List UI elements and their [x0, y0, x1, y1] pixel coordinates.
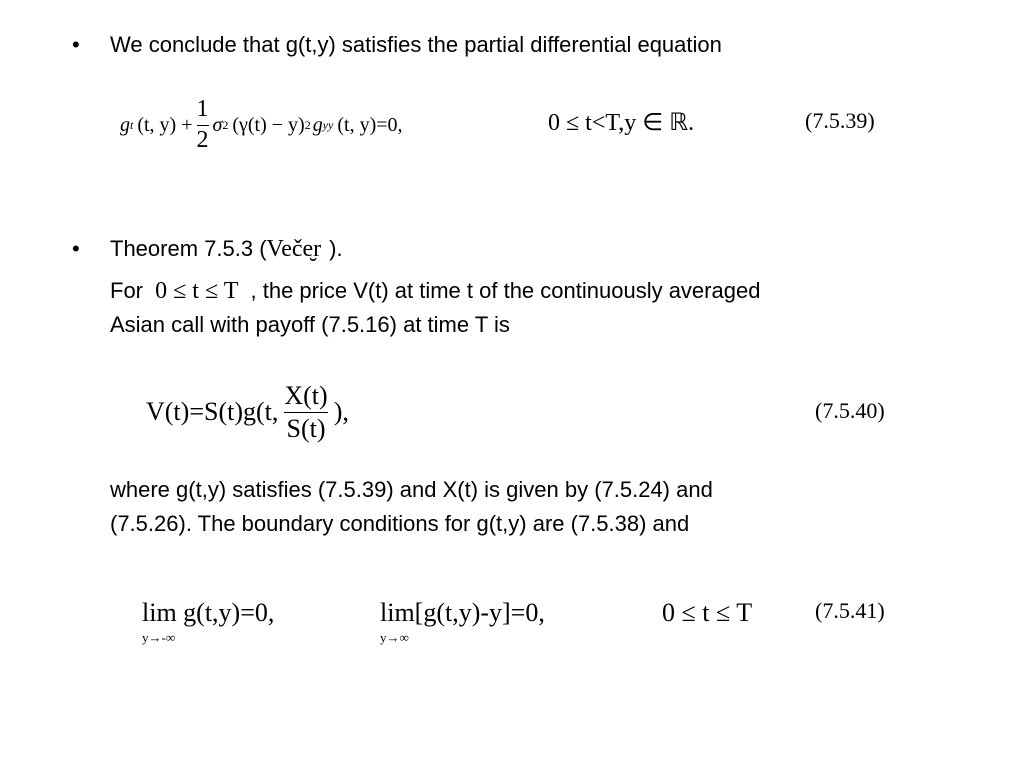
lim1-word: lim [142, 598, 177, 627]
para-for-condition: 0 ≤ t ≤ T [155, 278, 239, 304]
para-where-line-2: (7.5.26). The boundary conditions for g(t,y) are (7.5.38) and [110, 511, 690, 536]
bullet-1-text: We conclude that g(t,y) satisfies the partial differential equation [110, 32, 722, 57]
eq740-number: (7.5.40) [815, 398, 885, 423]
eq740-frac-num: X(t) [284, 381, 328, 411]
eq739-sigma: σ [212, 113, 223, 136]
theorem-label [110, 236, 343, 263]
eq739-frac-num: 1 [196, 96, 209, 123]
theorem-author: Veče̮r [266, 236, 322, 262]
theorem-prefix: Theorem 7.5.3 ( [110, 236, 267, 261]
eq740-left: V(t)=S(t)g(t, [146, 397, 279, 426]
equation-7-5-39 [120, 90, 403, 160]
eq739-yy-subscript: yy [322, 117, 334, 132]
eq739-args1: (t, y) + [137, 113, 193, 136]
eq739-sq: 2 [222, 117, 229, 132]
lim1-expression: g(t,y)=0, [176, 598, 275, 627]
bullet-2-marker: • [72, 236, 80, 261]
eq739-domain: 0 ≤ t<T,y ∈ ℝ. [548, 110, 695, 136]
lim2-expression: [g(t,y)-y]=0, [414, 598, 545, 627]
para-for-rest: , the price V(t) at time t of the continuously averaged [250, 278, 761, 303]
eq739-t-subscript: t [130, 117, 134, 132]
eq740-frac-den: S(t) [286, 413, 326, 443]
lim2-subscript: y→∞ [380, 630, 409, 645]
equation-7-5-41-limit-1 [142, 598, 275, 645]
eq739-mid: (γ(t) − y) [232, 113, 305, 136]
lim1-operator [142, 598, 177, 645]
lim2-operator [380, 598, 415, 645]
para-for-line-2: Asian call with payoff (7.5.16) at time T is [110, 312, 510, 337]
eq739-g: g [120, 113, 130, 136]
para-for-prefix: For [110, 278, 143, 303]
eq741-number: (7.5.41) [815, 598, 885, 623]
equation-7-5-41-limit-2 [380, 598, 545, 645]
eq739-fraction-half [197, 97, 209, 152]
bullet-1-marker: • [72, 32, 80, 57]
para-where-line-1: where g(t,y) satisfies (7.5.39) and X(t) is given by (7.5.24) and [110, 477, 713, 502]
eq739-number: (7.5.39) [805, 108, 875, 133]
eq739-sq2: 2 [304, 117, 311, 132]
para-for-line-1 [110, 278, 760, 305]
eq741-condition: 0 ≤ t ≤ T [662, 598, 753, 627]
eq739-args2: (t, y)=0, [337, 113, 403, 136]
fraction-bar [197, 125, 209, 126]
lim2-word: lim [380, 598, 415, 627]
fraction-bar [284, 412, 327, 413]
lim1-subscript: y→-∞ [142, 630, 176, 645]
eq740-fraction [284, 382, 327, 442]
theorem-close: ). [329, 236, 343, 261]
equation-7-5-40 [146, 372, 349, 452]
eq740-right: ), [333, 397, 349, 426]
eq739-frac-den: 2 [196, 126, 209, 153]
eq739-g2: g [312, 113, 323, 136]
